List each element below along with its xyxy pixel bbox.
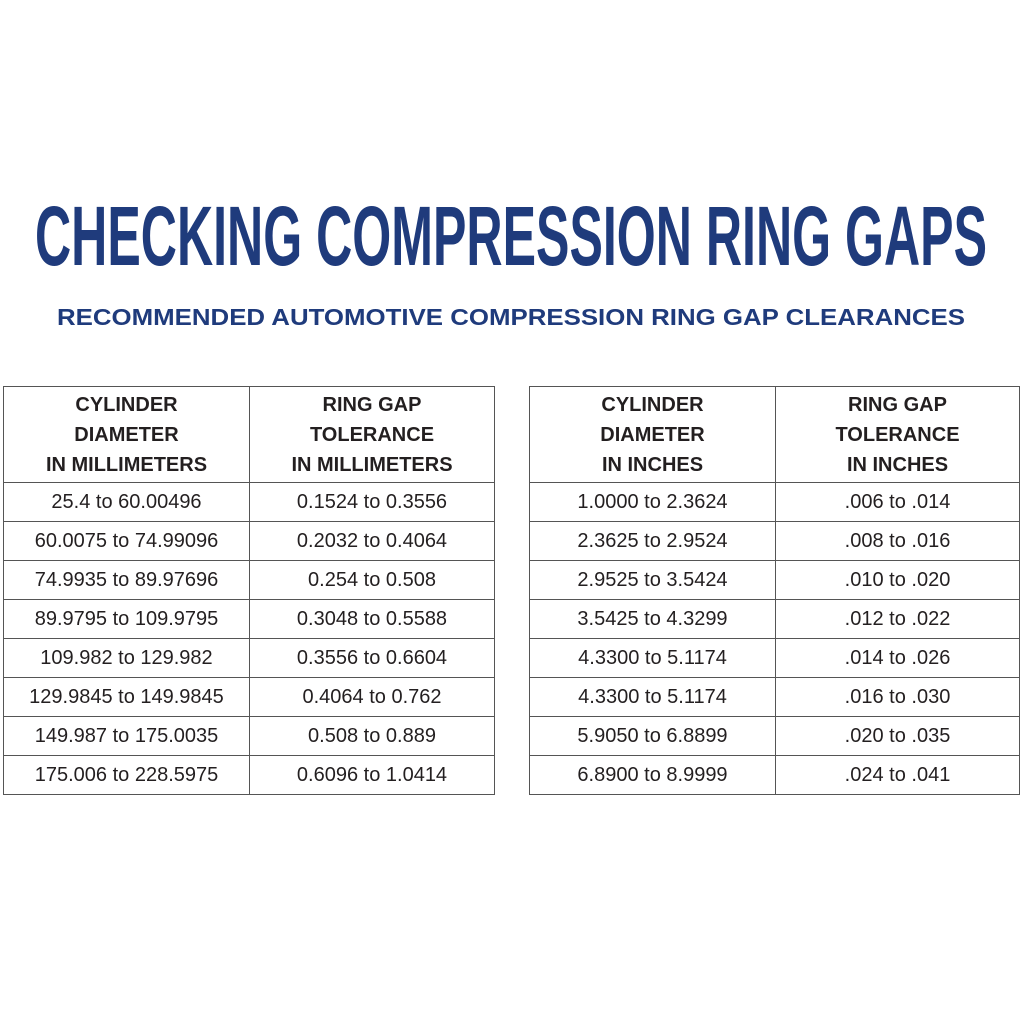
table-row <box>4 522 495 561</box>
ring-gap-tolerance-cell: 0.6096 to 1.0414 <box>250 756 495 795</box>
column-header-line: IN INCHES <box>846 453 949 476</box>
table-row <box>530 561 1020 600</box>
table-row <box>4 561 495 600</box>
ring-gap-tolerance-cell: .024 to .041 <box>776 756 1020 795</box>
cylinder-diameter-cell: 6.8900 to 8.9999 <box>530 756 776 795</box>
cylinder-diameter-cell: 2.3625 to 2.9524 <box>530 522 776 561</box>
table-row <box>4 600 495 639</box>
ring-gap-tolerance-cell: 0.2032 to 0.4064 <box>250 522 495 561</box>
cylinder-diameter-cell: 60.0075 to 74.99096 <box>4 522 250 561</box>
cylinder-diameter-cell: 2.9525 to 3.5424 <box>530 561 776 600</box>
ring-gap-tolerance-cell: .006 to .014 <box>776 483 1020 522</box>
metric-table <box>3 386 495 795</box>
ring-gap-tolerance-cell: .020 to .035 <box>776 717 1020 756</box>
ring-gap-tolerance-cell: .008 to .016 <box>776 522 1020 561</box>
column-header-line: CYLINDER <box>75 393 178 416</box>
ring-gap-tolerance-cell: .010 to .020 <box>776 561 1020 600</box>
table-row <box>530 600 1020 639</box>
column-header-line: IN MILLIMETERS <box>291 453 453 476</box>
column-header-line: RING GAP <box>322 393 422 416</box>
cylinder-diameter-cell: 129.9845 to 149.9845 <box>4 678 250 717</box>
imperial-table <box>529 386 1020 795</box>
column-header <box>250 387 495 483</box>
ring-gap-tolerance-cell: 0.508 to 0.889 <box>250 717 495 756</box>
table-row <box>4 483 495 522</box>
cylinder-diameter-cell: 25.4 to 60.00496 <box>4 483 250 522</box>
column-header-line: IN MILLIMETERS <box>45 453 208 476</box>
column-header-line: DIAMETER <box>74 423 179 446</box>
table-row <box>4 639 495 678</box>
column-header-line: RING GAP <box>848 393 947 416</box>
table-row <box>4 678 495 717</box>
column-header <box>530 387 776 483</box>
ring-gap-tolerance-cell: 0.3048 to 0.5588 <box>250 600 495 639</box>
header-row <box>4 387 495 483</box>
table-row <box>4 717 495 756</box>
header-row <box>530 387 1020 483</box>
page-title: CHECKING COMPRESSION RING GAPS <box>35 189 988 283</box>
column-header-line: IN INCHES <box>601 453 704 476</box>
ring-gap-tolerance-cell: 0.3556 to 0.6604 <box>250 639 495 678</box>
cylinder-diameter-cell: 3.5425 to 4.3299 <box>530 600 776 639</box>
column-header <box>776 387 1020 483</box>
ring-gap-tolerance-cell: .016 to .030 <box>776 678 1020 717</box>
ring-gap-tolerance-cell: .014 to .026 <box>776 639 1020 678</box>
subtitle-wrap <box>57 303 965 331</box>
ring-gap-tolerance-cell: .012 to .022 <box>776 600 1020 639</box>
table-row <box>530 639 1020 678</box>
column-header-line: TOLERANCE <box>835 423 960 446</box>
table-row <box>530 756 1020 795</box>
cylinder-diameter-cell: 5.9050 to 6.8899 <box>530 717 776 756</box>
cylinder-diameter-cell: 74.9935 to 89.97696 <box>4 561 250 600</box>
column-header <box>4 387 250 483</box>
cylinder-diameter-cell: 1.0000 to 2.3624 <box>530 483 776 522</box>
cylinder-diameter-cell: 4.3300 to 5.1174 <box>530 678 776 717</box>
cylinder-diameter-cell: 109.982 to 129.982 <box>4 639 250 678</box>
table-row <box>530 522 1020 561</box>
ring-gap-tolerance-cell: 0.1524 to 0.3556 <box>250 483 495 522</box>
table-row <box>530 678 1020 717</box>
column-header-line: DIAMETER <box>600 423 705 446</box>
subtitle: RECOMMENDED AUTOMOTIVE COMPRESSION RING GAP CLEARANCES <box>57 304 965 330</box>
column-header-line: TOLERANCE <box>309 423 435 446</box>
page-title-wrap <box>35 189 988 283</box>
ring-gap-tolerance-cell: 0.254 to 0.508 <box>250 561 495 600</box>
cylinder-diameter-cell: 4.3300 to 5.1174 <box>530 639 776 678</box>
table-row <box>530 483 1020 522</box>
ring-gap-tolerance-cell: 0.4064 to 0.762 <box>250 678 495 717</box>
table-row <box>530 717 1020 756</box>
table-row <box>4 756 495 795</box>
cylinder-diameter-cell: 175.006 to 228.5975 <box>4 756 250 795</box>
cylinder-diameter-cell: 89.9795 to 109.9795 <box>4 600 250 639</box>
cylinder-diameter-cell: 149.987 to 175.0035 <box>4 717 250 756</box>
column-header-line: CYLINDER <box>601 393 704 416</box>
